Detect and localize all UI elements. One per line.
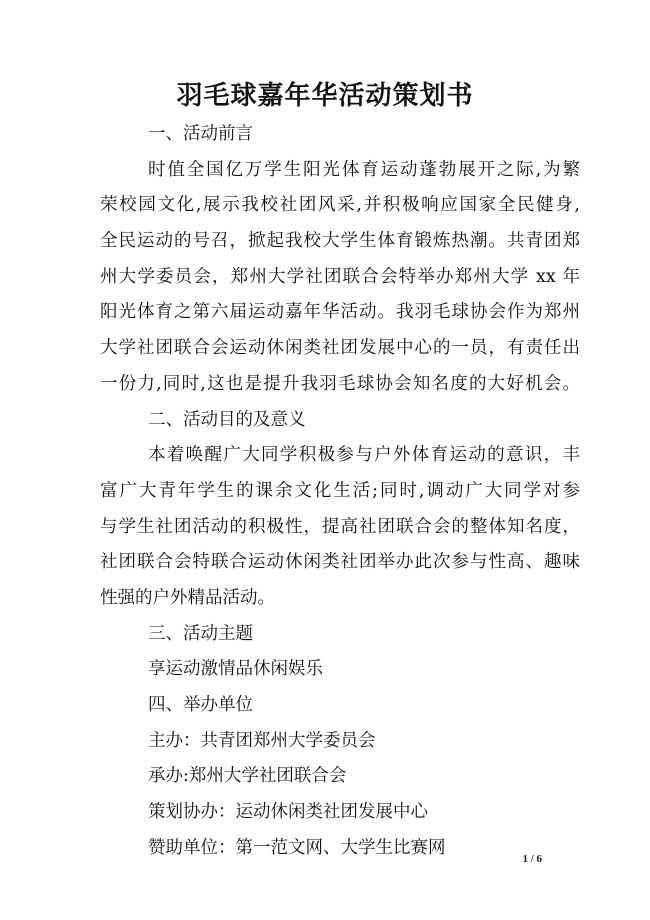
body-line: 一份力,同时,这也是提升我羽毛球协会知名度的大好机会。 (100, 373, 580, 394)
body-line: 二、活动目的及意义 (148, 409, 306, 430)
body-line: 本着唤醒广大同学积极参与户外体育运动的意识，丰 (148, 445, 580, 466)
body-line: 州大学委员会，郑州大学社团联合会特举办郑州大学 xx 年 (100, 266, 580, 287)
body-line: 主办：共青团郑州大学委员会 (148, 730, 376, 751)
body-line: 三、活动主题 (148, 623, 253, 644)
body-line: 策划协办：运动休闲类社团发展中心 (148, 802, 428, 823)
document-title: 羽毛球嘉年华活动策划书 (176, 81, 474, 111)
body-line: 荣校园文化,展示我校社团风采,并积极响应国家全民健身, (100, 195, 580, 216)
body-line: 富广大青年学生的课余文化生活;同时,调动广大同学对参 (100, 480, 580, 501)
body-line: 阳光体育之第六届运动嘉年华活动。我羽毛球协会作为郑州 (100, 302, 580, 323)
body-line: 性强的户外精品活动。 (100, 587, 275, 608)
page-number: 1 / 6 (522, 853, 542, 865)
body-line: 全民运动的号召，掀起我校大学生体育锻炼热潮。共青团郑 (100, 231, 580, 252)
body-line: 大学社团联合会运动休闲类社团发展中心的一员，有责任出 (100, 338, 580, 359)
body-line: 时值全国亿万学生阳光体育运动蓬勃展开之际,为繁 (148, 159, 580, 180)
document-body (100, 117, 580, 866)
body-line: 一、活动前言 (148, 124, 253, 144)
body-line: 社团联合会特联合运动休闲类社团举办此次参与性高、趣味 (100, 552, 580, 573)
body-line: 赞助单位：第一范文网、大学生比赛网 (148, 837, 446, 858)
body-line: 与学生社团活动的积极性，提高社团联合会的整体知名度， (100, 516, 580, 537)
body-line: 承办:郑州大学社团联合会 (148, 766, 347, 787)
body-line: 四、举办单位 (148, 695, 253, 715)
body-line: 享运动激情品休闲娱乐 (148, 659, 323, 680)
